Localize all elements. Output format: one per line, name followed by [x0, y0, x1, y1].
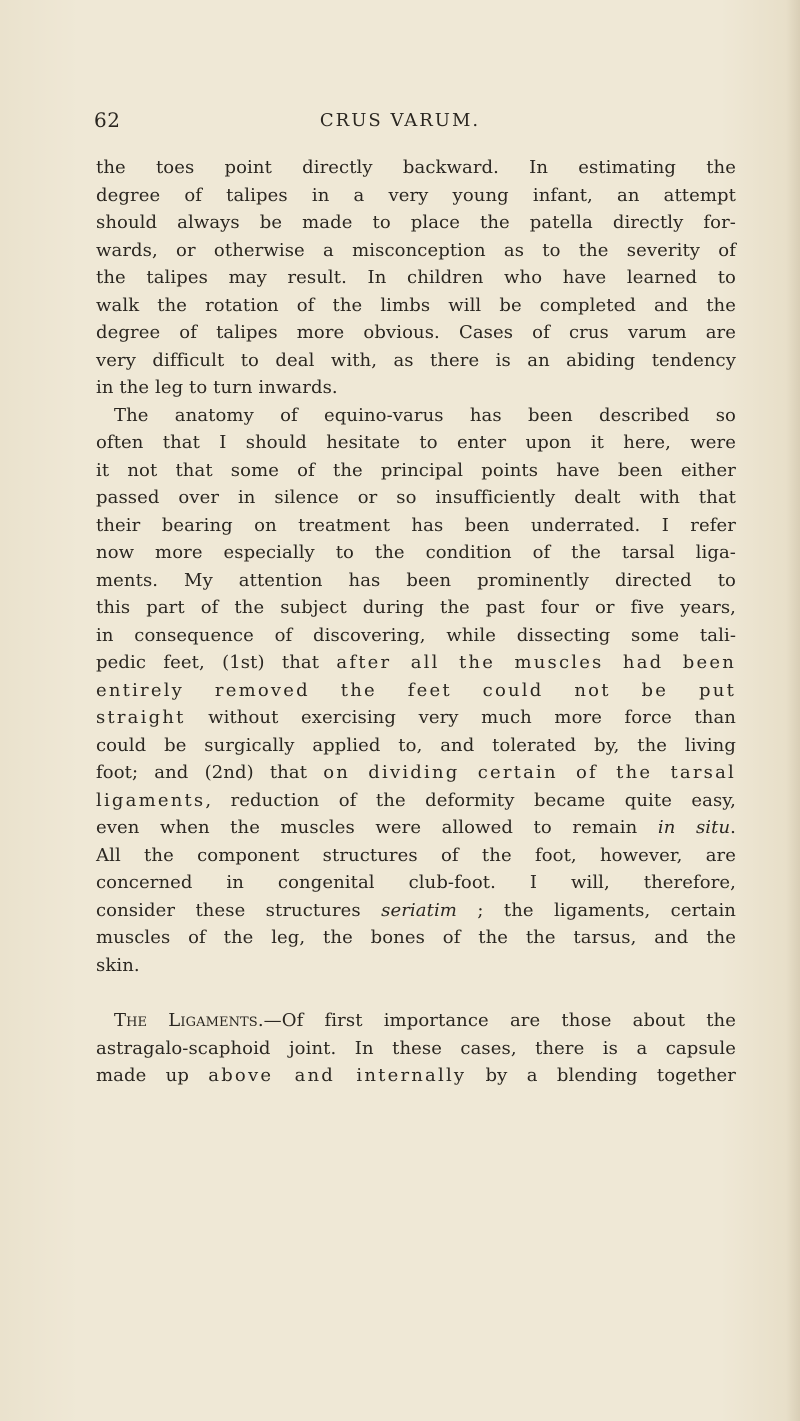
text-line: their bearing on treatment has been underrated. I refer	[96, 514, 736, 536]
emphasis-text: after all the muscles had been	[336, 652, 737, 673]
page-body	[96, 154, 736, 1090]
text-line: passed over in silence or so insufficiently dealt with that	[96, 487, 736, 508]
text-segment: , reduction of the deformity became quite easy,	[205, 789, 736, 811]
text-line: could be surgically applied to, and tolerated by, the living	[96, 734, 736, 756]
emphasis-text: above and internally	[208, 1065, 467, 1086]
text-line: now more especially to the condition of the tarsal liga-	[96, 542, 736, 563]
text-segment: by a blending together	[466, 1065, 736, 1086]
page-number: 62	[94, 108, 121, 132]
text-line	[96, 704, 736, 732]
section-heading: The Ligaments.	[114, 1010, 264, 1031]
text-segment: ; the ligaments, certain	[456, 899, 736, 921]
emphasis-text: straight	[96, 707, 186, 728]
text-line: in the leg to turn inwards.	[96, 377, 338, 398]
paragraph-2	[96, 402, 736, 980]
text-line	[96, 1007, 736, 1035]
emphasis-text: ligaments	[96, 789, 206, 811]
text-line: degree of talipes more obvious. Cases of crus varum are	[96, 322, 736, 343]
text-line: this part of the subject during the past four or five years,	[96, 597, 736, 618]
text-line: entirely removed the feet could not be put	[96, 679, 736, 701]
text-line: the talipes may result. In children who have learned to	[96, 267, 736, 288]
text-line	[96, 1062, 736, 1090]
text-line: degree of talipes in a very young infant, an attempt	[96, 184, 736, 206]
text-line: often that I should hesitate to enter upon it here, were	[96, 432, 736, 453]
italic-text: seriatim	[381, 899, 457, 921]
text-segment: foot; and (2nd) that	[96, 762, 324, 783]
emphasis-text: on dividing certain of the tarsal	[323, 762, 736, 783]
text-segment: .	[730, 817, 736, 838]
text-line: skin.	[96, 954, 140, 976]
page-header	[0, 108, 800, 138]
text-line: it not that some of the principal points have been either	[96, 459, 736, 481]
text-line: should always be made to place the patella directly for-	[96, 212, 736, 233]
paragraph-gap	[96, 979, 736, 1007]
text-segment: even when the muscles were allowed to remain	[96, 817, 658, 838]
text-segment: pedic feet, (1st) that	[96, 652, 337, 673]
italic-text: in situ	[657, 817, 731, 838]
text-segment: consider these structures	[96, 899, 382, 921]
paragraph-3	[96, 1007, 736, 1090]
text-line: muscles of the leg, the bones of the the tarsus, and the	[96, 927, 736, 948]
running-title: CRUS VARUM.	[319, 110, 481, 131]
page-edge-shadow	[786, 0, 800, 1421]
text-line: concerned in congenital club-foot. I will, therefore,	[96, 872, 736, 893]
text-line	[96, 649, 736, 677]
text-line: ments. My attention has been prominently directed to	[96, 569, 736, 591]
text-line: wards, or otherwise a misconception as to the severity of	[96, 239, 736, 261]
text-segment: —Of first importance are those about the	[263, 1010, 736, 1031]
text-line: very difficult to deal with, as there is an abiding tendency	[96, 349, 736, 371]
text-line: astragalo-scaphoid joint. In these cases, there is a capsule	[96, 1037, 736, 1059]
text-line: the toes point directly backward. In estimating the	[96, 157, 736, 178]
text-line: in consequence of discovering, while dissecting some tali-	[96, 624, 736, 646]
text-line	[96, 897, 736, 925]
paragraph-1	[96, 154, 736, 402]
text-segment: made up	[96, 1065, 209, 1086]
text-line	[96, 787, 736, 815]
text-line: walk the rotation of the limbs will be completed and the	[96, 294, 736, 316]
text-line	[96, 759, 736, 787]
text-line: The anatomy of equino-varus has been described so	[114, 404, 736, 426]
text-segment: without exercising very much more force than	[185, 707, 736, 728]
text-line	[96, 814, 736, 842]
text-line: All the component structures of the foot, however, are	[96, 844, 736, 866]
